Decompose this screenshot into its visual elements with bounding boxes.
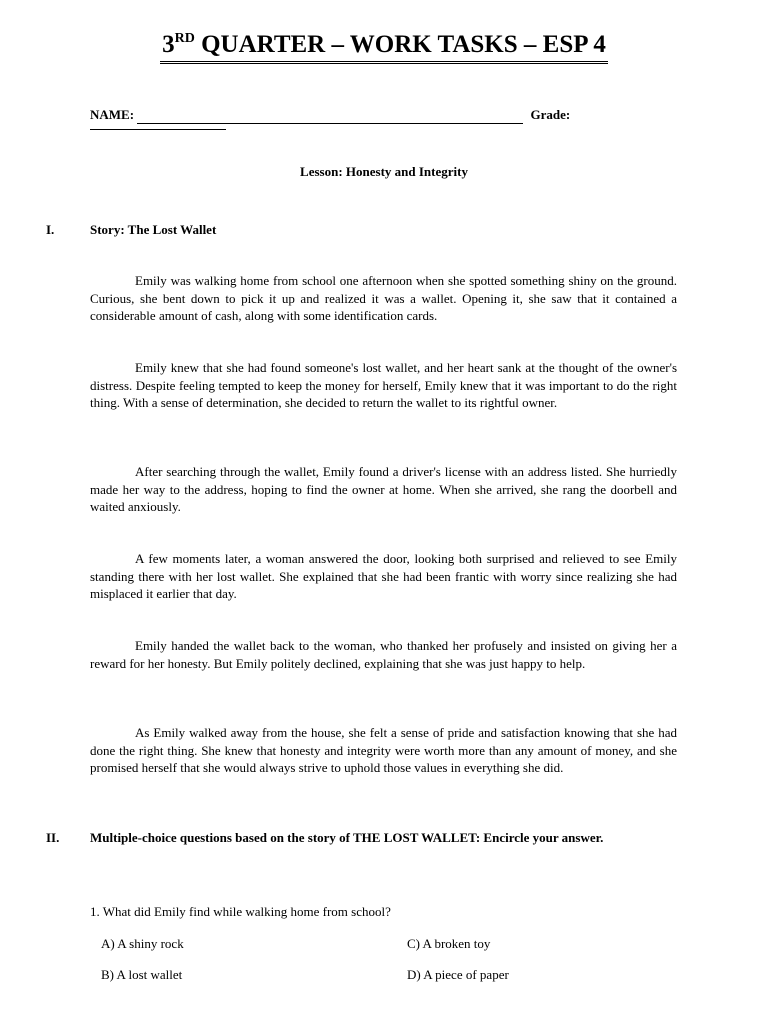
worksheet-title — [0, 30, 768, 64]
story-paragraph: After searching through the wallet, Emily found a driver's license with an address listed. She hurriedly made her way to the address, hoping to find the owner at home. When she arrived, she rang the doorbell and waited anxiously. — [90, 464, 677, 514]
story-paragraph: A few moments later, a woman answered the door, looking both surprised and relieved to see Emily standing there with her lost wallet. She explained that she had been frantic with worry since realizing she had misplaced it earlier that day. — [90, 551, 677, 601]
section-1-numeral: I. — [46, 222, 55, 237]
question-1-option-b[interactable]: B) A lost wallet — [101, 967, 183, 982]
question-1-option-d[interactable]: D) A piece of paper — [407, 967, 509, 982]
grade-blank-line[interactable] — [90, 129, 226, 130]
title-ordinal: 3 — [162, 31, 175, 58]
name-row — [90, 106, 690, 124]
title-text: QUARTER – WORK TASKS – ESP 4 — [194, 31, 606, 58]
title-ordinal-suffix: RD — [174, 31, 195, 46]
section-2-title: Multiple-choice questions based on the story of THE LOST WALLET: Encircle your answer. — [90, 830, 604, 845]
story-paragraph: Emily knew that she had found someone's lost wallet, and her heart sank at the thought of the owner's distress. Despite feeling tempted to keep the money for herself, Emily knew that it was important to do the right thing. With a sense of determination, she decided to return the wallet to its rightful owner. — [90, 360, 677, 410]
story-paragraph: Emily was walking home from school one afternoon when she spotted something shiny on the ground. Curious, she bent down to pick it up and realized it was a wallet. Opening it, she saw that it contained a considerable amount of cash, along with some identification cards. — [90, 273, 677, 323]
name-label: NAME: — [90, 107, 135, 122]
lesson-title: Lesson: Honesty and Integrity — [300, 164, 468, 179]
story-paragraph: As Emily walked away from the house, she felt a sense of pride and satisfaction knowing that she had done the right thing. She knew that honesty and integrity were worth more than any amount of money, and she promised herself that she would always strive to uphold those values in everything she did. — [90, 725, 677, 775]
story-paragraph: Emily handed the wallet back to the woman, who thanked her profusely and insisted on giving her a reward for her honesty. But Emily politely declined, explaining that she was just happy to help. — [90, 638, 677, 671]
question-1-option-c[interactable]: C) A broken toy — [407, 936, 491, 951]
name-blank-line[interactable] — [137, 111, 523, 124]
grade-label: Grade: — [530, 107, 571, 122]
question-1-text: 1. What did Emily find while walking home from school? — [90, 904, 391, 919]
section-1-title: Story: The Lost Wallet — [90, 222, 217, 237]
question-1-option-a[interactable]: A) A shiny rock — [101, 936, 184, 951]
section-2-numeral: II. — [46, 830, 60, 845]
